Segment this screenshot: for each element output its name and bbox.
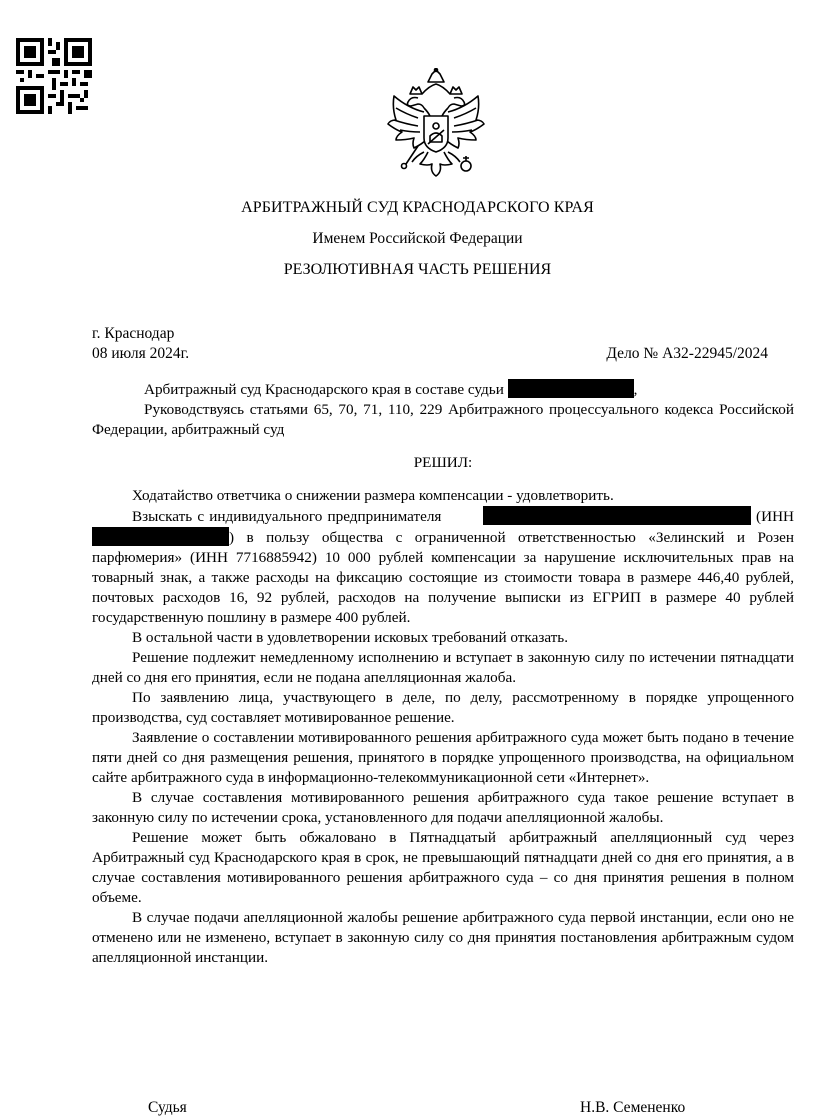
coat-of-arms-icon (384, 68, 488, 186)
redacted-entrepreneur-name (483, 506, 751, 525)
redacted-judge-name (508, 379, 634, 398)
qr-code-icon (16, 38, 92, 114)
place: г. Краснодар (92, 325, 175, 342)
decision-date: 08 июля 2024г. (92, 345, 190, 362)
paragraph-recovery: Взыскать с индивидуального предпринимателя (ИНН ) в пользу общества с ограниченной ответственностью «Зелинский и Розен парфюмерия» (ИНН 7716885942) 10 000 рублей компенсации за нарушение исключительных прав на товарный знак, а также расходы на фиксацию состоящие из стоимости товара в размере 446,40 рублей, почтовых расходов 16, 92 рублей, расходов на получение выписки из ЕГРИП в размере 40 рублей государственную пошлину в размере 400 рублей. (92, 508, 795, 626)
paragraph-execution: Решение подлежит немедленному исполнению и вступает в законную силу по истечении пятнадцати дней со дня его принятия, если не подана апелляционная жалоба. (92, 649, 794, 686)
document-title: РЕЗОЛЮТИВНАЯ ЧАСТЬ РЕШЕНИЯ (283, 261, 552, 278)
court-name-heading: АРБИТРАЖНЫЙ СУД КРАСНОДАРСКОГО КРАЯ (241, 199, 594, 216)
paragraph-entry-into-force: В случае составления мотивированного решения арбитражного суда такое решение вступает в законную силу по истечении срока, установленного для подачи апелляционной жалобы. (92, 789, 794, 826)
case-number: Дело № А32-22945/2024 (606, 345, 768, 362)
paragraph-rejection: В остальной части в удовлетворении исковых требований отказать. (132, 629, 569, 646)
paragraph-appeal-effect: В случае подачи апелляционной жалобы решение арбитражного суда первой инстанции, если оно не отменено или не изменено, вступает в законную силу со дня принятия постановления арбитражным судом апелляционной инстанции. (92, 909, 794, 966)
paragraph-reasoned-decision: По заявлению лица, участвующего в деле, по делу, рассмотренному в порядке упрощенного производства, суд составляет мотивированное решение. (92, 689, 794, 726)
paragraph-court-composition: Арбитражный суд Краснодарского края в составе судьи , (144, 381, 638, 398)
paragraph-motion: Ходатайство ответчика о снижении размера компенсации - удовлетворить. (132, 487, 614, 504)
paragraph-appeal: Решение может быть обжаловано в Пятнадцатый арбитражный апелляционный суд через Арбитражный суд Краснодарского края в срок, не превышающий пятнадцати дней со дня его принятия, а в случае составления мотивированного решения арбитражного суда – со дня принятия решения в полном объеме. (92, 829, 794, 906)
paragraph-application-term: Заявление о составлении мотивированного решения арбитражного суда может быть подано в течение пяти дней со дня размещения решения, принятого в порядке упрощенного производства, на официальном сайте арбитражного суда в информационно-телекоммуникационной сети «Интернет». (92, 729, 794, 786)
signature-name: Н.В. Семененко (580, 1099, 686, 1116)
in-name-line: Именем Российской Федерации (312, 230, 523, 247)
signature-role: Судья (148, 1099, 187, 1116)
decided-heading: РЕШИЛ: (413, 454, 473, 471)
redacted-inn (92, 527, 229, 546)
decision-body (92, 379, 794, 968)
paragraph-legal-basis: Руководствуясь статьями 65, 70, 71, 110, 229 Арбитражного процессуального кодекса Российской Федерации, арбитражный суд (92, 401, 794, 438)
